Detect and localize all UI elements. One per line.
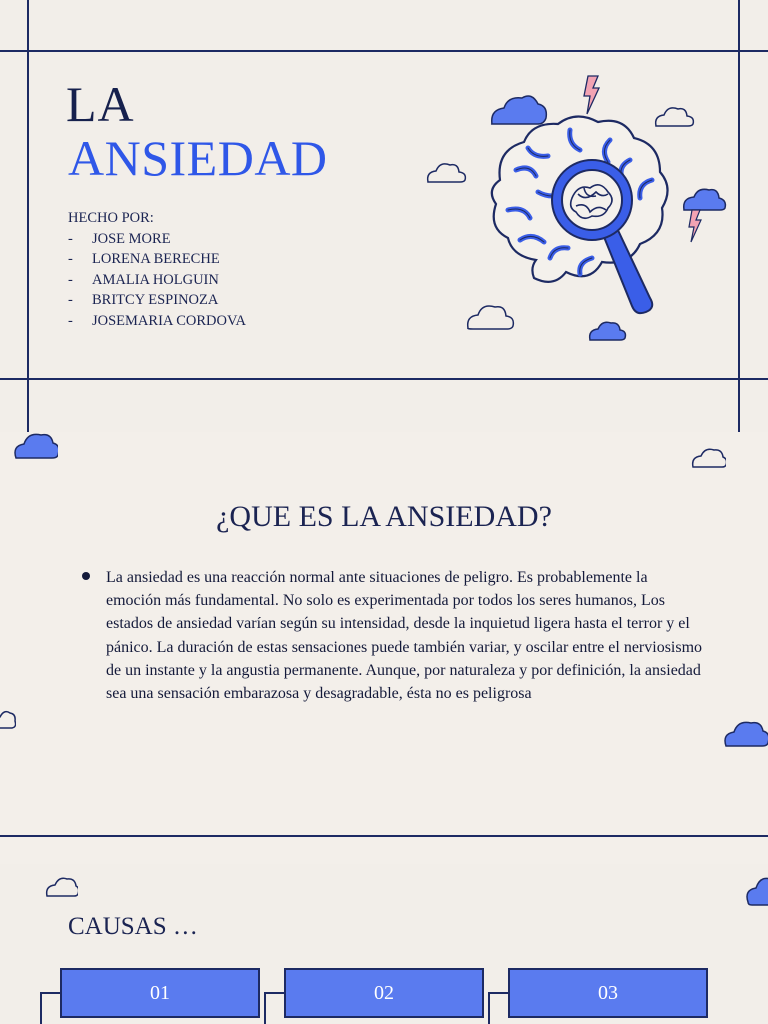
cloud-outline-icon — [656, 108, 694, 126]
author-name: AMALIA HOLGUIN — [92, 271, 219, 288]
frame-line-right — [738, 0, 740, 432]
connector-line — [264, 992, 286, 994]
cloud-icon — [590, 322, 626, 340]
connector-line — [40, 992, 62, 994]
frame-line-bottom — [0, 378, 768, 380]
author-name: BRITCY ESPINOZA — [92, 292, 219, 309]
cause-card-03: 03 — [508, 968, 708, 1018]
authors-block — [68, 208, 246, 332]
connector-line — [264, 992, 266, 1024]
cloud-outline-icon — [428, 164, 466, 182]
definition-title: ¿QUE ES LA ANSIEDAD? — [216, 500, 552, 533]
cloud-outline-icon — [690, 446, 726, 472]
cloud-icon — [492, 96, 547, 124]
cloud-icon — [722, 718, 768, 752]
bullet-dot — [82, 572, 90, 580]
frame-line-top — [0, 50, 768, 52]
cover-title-line2: ANSIEDAD — [68, 130, 328, 186]
connector-line — [488, 992, 490, 1024]
author-name: JOSE MORE — [92, 230, 171, 247]
made-by-label: HECHO POR: — [68, 210, 154, 226]
cloud-outline-icon — [468, 306, 514, 329]
author-item: - JOSE MORE — [68, 229, 246, 250]
cause-card-01: 01 — [60, 968, 260, 1018]
definition-paragraph: La ansiedad es una reacción normal ante situaciones de peligro. Es probablemente la emoción más fundamental. No solo es experimentada por todos los seres humanos, Los estados de ansiedad varían según su intensidad, desde la inquietud ligera hasta el terror y el pánico. La duración de estas sensaciones puede también variar, y oscilar entre el nerviosismo de un instante y la angustia permanente. Aunque, por naturaleza y por definición, la ansiedad sea una sensación embarazosa y desagradable, ésta no es peligrosa — [106, 569, 703, 703]
cloud-outline-icon — [44, 876, 78, 900]
cloud-icon — [12, 430, 58, 464]
author-name: JOSEMARIA CORDOVA — [92, 312, 247, 329]
cloud-icon — [684, 189, 726, 210]
frame-line-definition-bottom — [0, 835, 768, 837]
author-name: LORENA BERECHE — [92, 251, 220, 268]
author-item: - AMALIA HOLGUIN — [68, 270, 246, 291]
author-item: - JOSEMARIA CORDOVA — [68, 311, 246, 332]
cover-title-line1: LA — [66, 76, 135, 132]
lightning-icon — [584, 76, 599, 114]
author-item: - LORENA BERECHE — [68, 249, 246, 270]
connector-line — [40, 992, 42, 1024]
cloud-outline-icon — [0, 708, 16, 734]
cloud-icon — [744, 874, 768, 908]
connector-line — [488, 992, 510, 994]
brain-magnifier-illustration — [420, 70, 730, 350]
cause-card-02: 02 — [284, 968, 484, 1018]
frame-line-left — [27, 0, 29, 432]
causes-title: CAUSAS … — [68, 913, 198, 940]
lightning-icon — [689, 210, 701, 242]
author-item: - BRITCY ESPINOZA — [68, 290, 246, 311]
